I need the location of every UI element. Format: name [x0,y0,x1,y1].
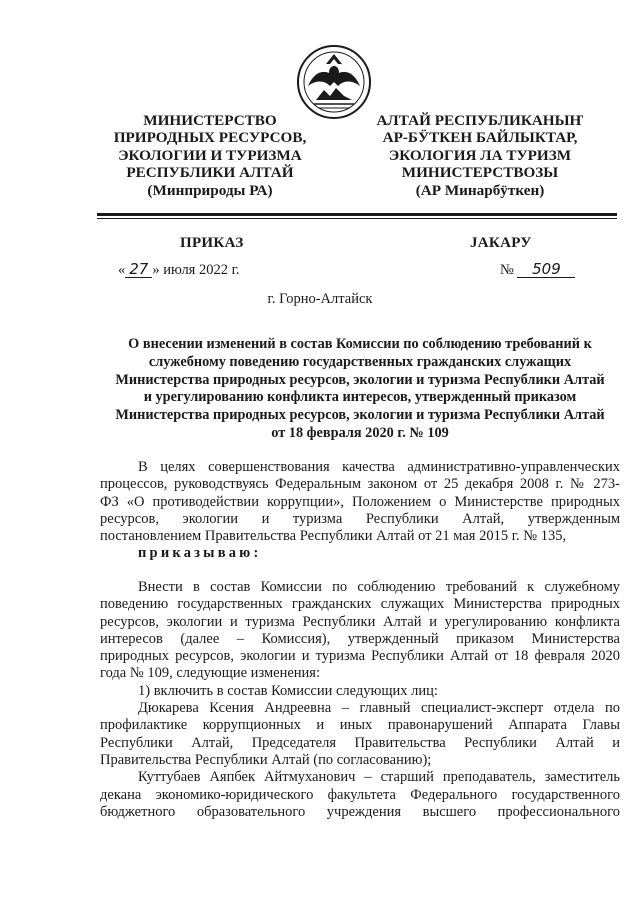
text-line: Республики Алтай, Председателя Правительства Республики Алтай и [100,734,620,751]
text-line: поведению государственных гражданских служащих Министерства природных [100,596,620,613]
text-line: В целях совершенствования качества административно-управленческих [138,459,620,475]
number-handwritten: 509 [517,262,575,278]
text-line: бюджетного образовательного учреждения высшего профессионального [100,803,620,820]
header-divider-thin [97,218,617,219]
header-line: ЭКОЛОГИИ И ТУРИЗМА [118,146,302,164]
header-line: АР-БӰТКЕН БАЙЛЫКТАР, [382,129,578,147]
order-number [500,262,575,279]
title-line: служебному поведению государственных гражданских служащих [148,353,572,370]
date-month-year: » июля 2022 г. [152,262,240,278]
republic-altai-emblem-icon [294,42,374,122]
title-line: от 18 февраля 2020 г. № 109 [271,424,449,441]
header-line: МИНИСТЕРСТВОЗЫ [401,164,559,182]
text-line: Дюкарева Ксения Андреевна – главный специалист-эксперт отдела по [138,700,620,717]
order-date [118,262,240,279]
title-line: О внесении изменений в состав Комиссии по соблюдению требований к [128,336,592,352]
title-line: Министерства природных ресурсов, экологии и туризма Республики Алтай [115,407,605,424]
list-item-1: 1) включить в состав Комиссии следующих лиц: [138,682,438,699]
header-line: АЛТАЙ РЕСПУБЛИКАНЫҤ [376,112,584,129]
text-line: профилактике коррупционных и иных правонарушений Аппарата Главы [100,717,620,734]
text-line: постановлением Правительства Республики Алтай от 21 мая 2015 г. № 135, [100,528,567,545]
text-line: ресурсов, экологии и туризма Республики Алтай и урегулированию конфликта [100,613,620,630]
ministry-header-russian [85,112,335,199]
header-line: МИНИСТЕРСТВО [143,112,277,129]
text-line: интересов (далее – Комиссия), утвержденный приказом Министерства [100,630,620,647]
text-line: ФЗ «О противодействии коррупции», Положением о Министерстве природных [100,493,620,510]
header-line: РЕСПУБЛИКИ АЛТАЙ [126,164,294,182]
number-label: № [500,262,514,278]
order-verb: приказываю: [138,545,262,562]
text-line: Внести в состав Комиссии по соблюдению требований к служебному [138,579,620,595]
text-line: декана экономико-юридического факультета Федерального государственного [100,786,620,803]
city: г. Горно-Алтайск [267,291,373,307]
header-divider-thick [97,213,617,216]
text-line: Куттубаев Аяпбек Айтмуханович – старший преподаватель, заместитель [138,769,620,786]
text-line: процессов, руководствуясь Федеральным законом от 25 декабря 2008 г. № 273- [100,476,620,493]
title-line: Министерства природных ресурсов, экологии и туризма Республики Алтай [115,371,605,388]
date-open-quote: « [118,262,126,278]
header-line: ЭКОЛОГИЯ ЛА ТУРИЗМ [388,146,572,164]
title-line: и урегулированию конфликта интересов, утвержденный приказом [143,389,577,406]
ministry-header-altai [345,112,615,199]
main-paragraph [100,579,620,821]
date-day-handwritten: 27 [125,262,152,278]
order-title [100,336,620,443]
text-line: года № 109, следующие изменения: [100,665,320,682]
header-line: ПРИРОДНЫХ РЕСУРСОВ, [113,129,307,147]
order-word-russian: ПРИКАЗ [180,235,244,251]
header-line: (Минприроды РА) [147,181,273,199]
header-line: (АР Минарбӱткен) [415,181,545,199]
text-line: Правительства Республики Алтай (по согласованию); [100,751,432,768]
text-line: ресурсов, экологии и туризма Республики Алтай, утвержденным [100,510,620,527]
preamble-paragraph [100,459,620,563]
text-line: природных ресурсов, экологии и туризма Республики Алтай от 18 февраля 2020 [100,648,620,665]
order-word-altai: ЈАКАРУ [470,235,532,251]
